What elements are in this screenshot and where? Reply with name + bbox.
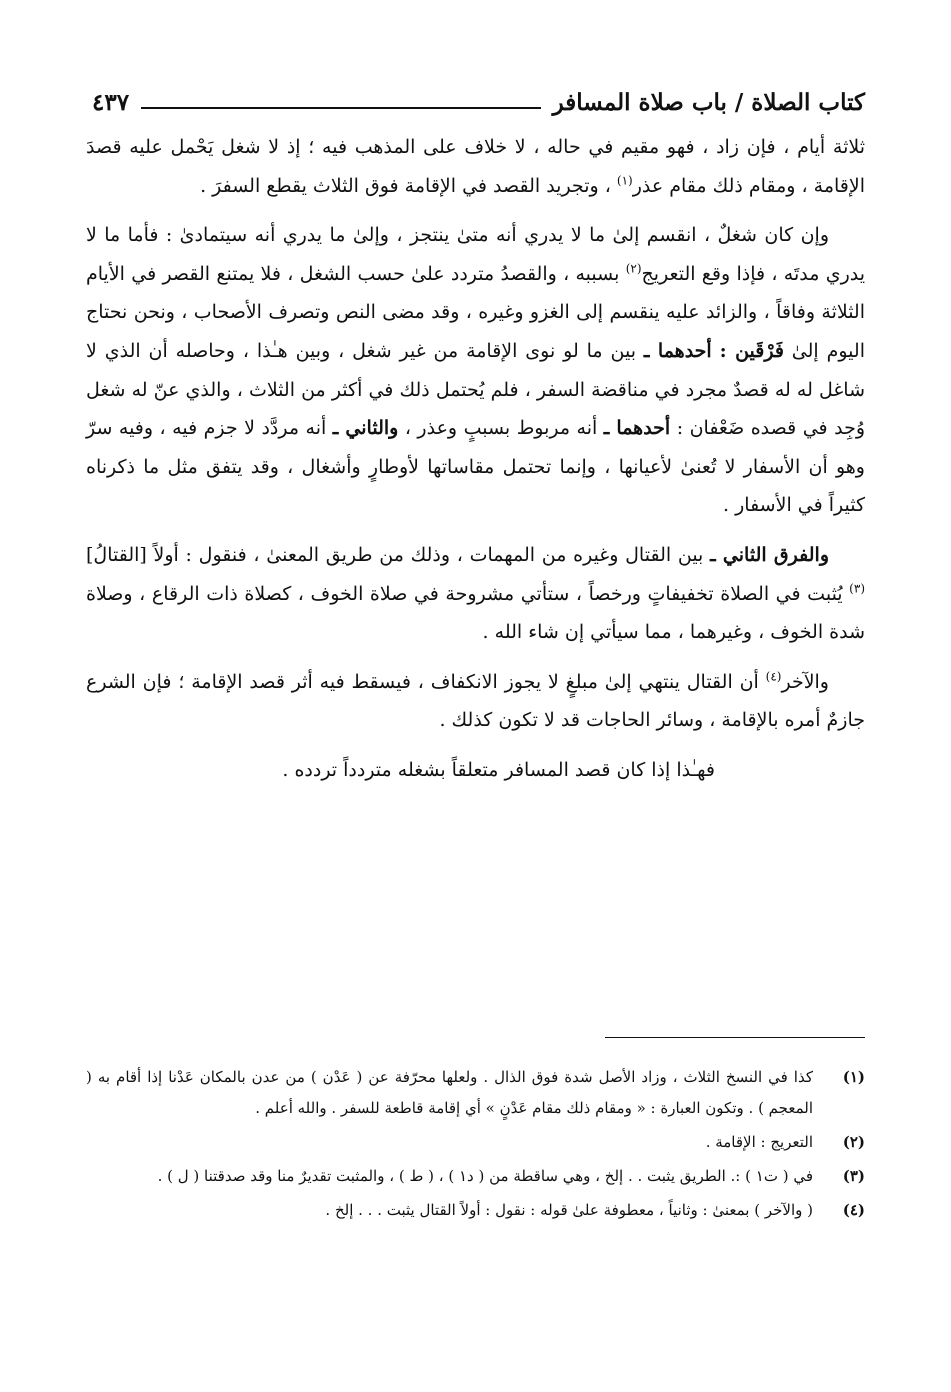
footnotes	[86, 1062, 865, 1229]
text-run: فهـٰذا إذا كان قصد المسافر متعلقاً بشغله متردداً تردده .	[282, 758, 715, 781]
footnote-ref-4: (٤)	[765, 669, 782, 684]
footnote-text: التعريج : الإقامة .	[705, 1133, 813, 1151]
footnote-text: في ( ت١ ) :. الطريق يثبت . . إلخ ، وهي ساقطة من ( د١ ) ، ( ط ) ، والمثبت تقديرٌ منا وقد صدقتنا ( ل ) .	[157, 1167, 813, 1185]
text-run: بين ما لو نوى الإقامة من غير شغل ، وبين هـٰذا ، وحاصله أن الذي لا شاغل له له قصدٌ مجرد في مناقضة السفر ، فلم يُحتمل ذلك في أكثر من الثلاث ، والذي عنّ له شغل وُجِد في قصده ضَعْفان :	[86, 339, 865, 440]
paragraph-2	[86, 216, 865, 525]
text-run: أن القتال ينتهي إلىٰ مبلغٍ لا يجوز الانكفاف ، فيسقط فيه أثر قصد الإقامة ؛ فإن الشرع جازمٌ أمره بالإقامة ، وسائر الحاجات قد لا تكون كذلك .	[86, 670, 865, 732]
running-title: كتاب الصلاة / باب صلاة المسافر	[552, 89, 865, 116]
footnote-number: (٣)	[842, 1167, 865, 1185]
bold-term: فَرْقَين :	[719, 339, 784, 362]
bold-term: أحدهما ـ	[603, 417, 671, 440]
bold-term: والثاني ـ	[332, 417, 399, 440]
footnote	[86, 1195, 865, 1226]
header-rule	[141, 107, 541, 109]
text-run: بين القتال وغيره من المهمات ، وذلك من طريق المعنىٰ ، فنقول : أولاً [القتالُ]	[86, 543, 711, 566]
footnote-number: (٢)	[842, 1133, 865, 1151]
page-number: ٤٣٧	[92, 89, 130, 116]
footnote-ref-3: (٣)	[849, 581, 865, 596]
main-text	[86, 128, 865, 801]
paragraph-4	[86, 663, 865, 740]
text-run: وإن كان شغلٌ ، انقسم إلىٰ ما لا يدري أنه متىٰ ينتجز ، وإلىٰ ما يدري أنه سيتمادىٰ : فأما ما لا يدري مدتَه ، فإذا وقع التعريج	[86, 224, 866, 285]
footnote	[86, 1062, 865, 1124]
text-run: ثلاثة أيام ، فإن زاد ، فهو مقيم في حاله ، لا خلاف على المذهب فيه ؛ إذ لا شغل يَحْمل عليه قصدَ الإقامة ، ومقام ذلك مقام عذر	[86, 136, 865, 197]
footnote-ref-2: (٢)	[625, 261, 642, 276]
text-run: يُثبت في الصلاة تخفيفاتٍ ورخصاً ، ستأتي مشروحة في صلاة الخوف ، كصلاة ذات الرقاع ، وصلاة شدة الخوف ، وغيرهما ، مما سيأتي إن شاء الله .	[86, 582, 865, 644]
text-run: أنه مربوط بسببٍ وعذر ،	[398, 417, 604, 440]
bold-term: أحدهما ـ	[643, 339, 712, 362]
footnote	[86, 1127, 865, 1158]
footnote-text: ( والآخر ) بمعنىٰ : وثانياً ، معطوفة علىٰ قوله : نقول : أولاً القتال يثبت . . . إلخ .	[325, 1201, 813, 1219]
footnote-ref-1: (١)	[616, 173, 633, 188]
footnote-number: (٤)	[842, 1201, 865, 1219]
text-run: ، وتجريد القصد في الإقامة فوق الثلاث يقطع السفرَ .	[200, 174, 617, 197]
footnote-number: (١)	[842, 1068, 865, 1086]
paragraph-1	[86, 128, 865, 205]
text-run: أنه مردَّد لا جزم فيه ، وفيه سرّ وهو أن الأسفار لا تُعنىٰ لأعيانها ، وإنما تحتمل مقاساتها لأوطارٍ وأشغال ، وقد يتفق مثل ما ذكرناه كثيراً في الأسفار .	[86, 417, 865, 517]
text-run: بسببه ، والقصدُ متردد علىٰ حسب الشغل ، فلا يمتنع القصر في الأيام الثلاثة وفاقاً ، والزائد عليه ينقسم إلى الغزو وغيره ، وقد مضى النص وتصرف الأصحاب ، ونحن نحتاج اليوم إلىٰ	[86, 262, 865, 362]
footnote-separator	[605, 1037, 865, 1038]
paragraph-5	[86, 751, 865, 790]
text-run: والآخر	[781, 670, 829, 693]
page-header	[92, 78, 865, 118]
paragraph-3	[86, 536, 865, 652]
footnote-text: كذا في النسخ الثلاث ، وزاد الأصل شدة فوق الذال . ولعلها محرّفة عن ( عَدْن ) من عدن بالمكان عَدْنا إذا أقام به ( المعجم ) . وتكون العبارة : « ومقام ذلك مقام عَدْنٍ » أي إقامة قاطعة للسفر . والله أعلم .	[86, 1068, 813, 1117]
footnote	[86, 1161, 865, 1192]
bold-term: والفرق الثاني ـ	[710, 543, 830, 566]
